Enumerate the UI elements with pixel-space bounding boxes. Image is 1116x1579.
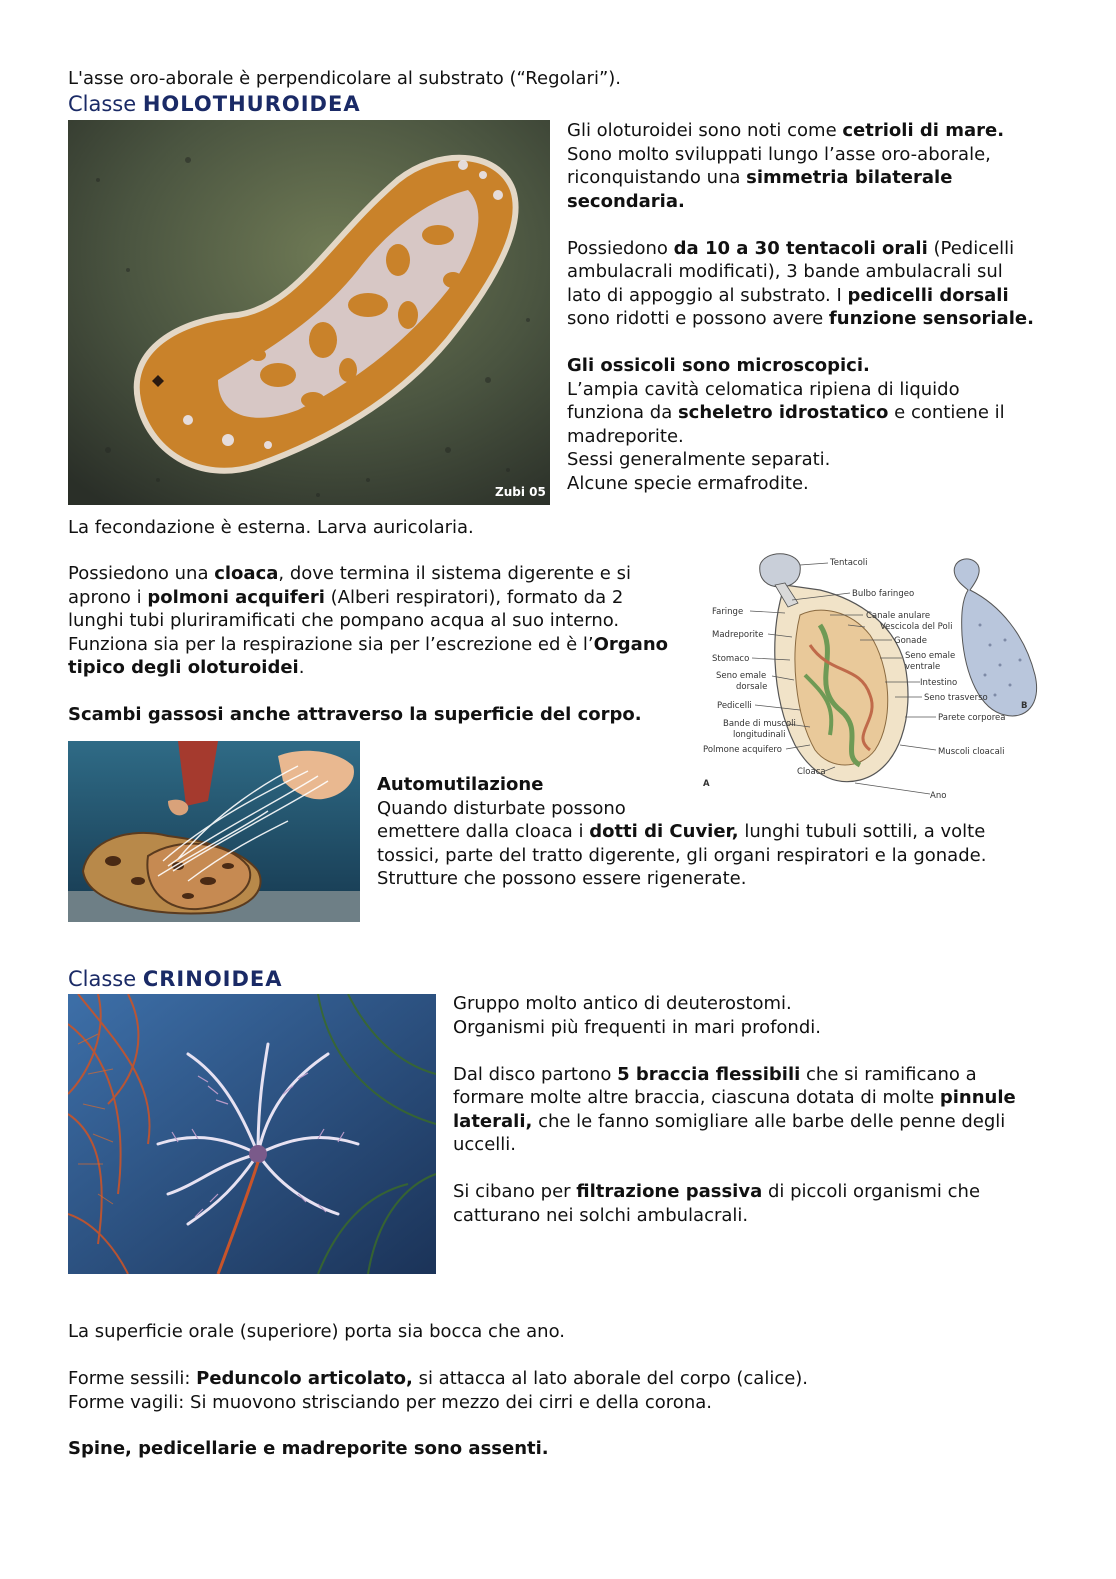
label-parete: Parete corporea [938, 713, 1006, 723]
bold-text: Peduncolo articolato, [196, 1368, 413, 1389]
text: che si ramificano a formare molte altre braccia, ciascuna dotata di molte [453, 1063, 977, 1108]
heading-name: CRINOIDEA [142, 967, 283, 991]
label-bande-1: Bande di muscoli [723, 719, 796, 729]
superficie-line: La superficie orale (superiore) porta sia bocca che ano. [68, 1321, 566, 1342]
bold-text: cetrioli di mare. [842, 120, 1005, 141]
crinoid-photo [68, 994, 436, 1274]
bold-text: Gli ossicoli sono microscopici. [567, 355, 870, 376]
cuvier-illustration [68, 741, 360, 922]
text: , dove termina il sistema digerente e si aprono i [68, 563, 631, 608]
bold-text: da 10 a 30 tentacoli orali [673, 237, 928, 259]
sea-cucumber-illustration [68, 120, 550, 505]
bold-text: dotti di Cuvier, [589, 821, 739, 842]
text: (Alberi respiratori), formato da 2 lunghi tubi pluriramificati che pompano acqua al suo interno. Funziona sia per la respirazione sia per l’escrezione ed è l’ [68, 586, 624, 655]
paragraph-filtrazione [453, 1180, 1043, 1227]
label-seno-dorsale-1: Seno emale [716, 671, 767, 681]
paragraph-braccia [453, 1063, 1043, 1157]
label-seno-trasverso: Seno trasverso [924, 693, 988, 703]
bold-text: 5 braccia flessibili [617, 1063, 801, 1085]
label-pedicelli: Pedicelli [717, 701, 752, 711]
text: Possiedono [567, 237, 674, 259]
bold-text: simmetria bilaterale secondaria. [567, 167, 953, 212]
intro-line: L'asse oro-aborale è perpendicolare al substrato (“Regolari”). [68, 68, 622, 89]
text: e contiene il madreporite. [567, 402, 1005, 447]
bold-text: funzione sensoriale. [828, 308, 1034, 329]
heading-name: HOLOTHUROIDEA [142, 92, 361, 116]
heading-prefix: Classe [68, 92, 143, 116]
text: Si cibano per [453, 1181, 577, 1202]
label-polmone: Polmone acquifero [703, 745, 782, 755]
paragraph-ossicoli [567, 354, 1042, 495]
heading-crinoidea [68, 966, 283, 992]
text: Sono molto sviluppati lungo l’asse oro-aborale, riconquistando una [567, 143, 991, 188]
crinoid-illustration [68, 994, 436, 1274]
text: emettere dalla cloaca i [377, 821, 590, 842]
text: . [298, 657, 305, 678]
label-seno-dorsale-2: dorsale [736, 682, 768, 692]
label-seno-ventrale-2: ventrale [905, 662, 941, 672]
bold-text: polmoni acquiferi [147, 586, 325, 608]
sea-cucumber-photo [68, 120, 550, 505]
label-letter-a: A [703, 779, 710, 789]
text: Possiedono una [68, 563, 215, 584]
label-faringe: Faringe [712, 607, 744, 617]
label-muscoli: Muscoli cloacali [938, 747, 1005, 757]
paragraph-tentacoli [567, 237, 1042, 331]
holothuroidea-description [567, 119, 1042, 495]
heading-holothuroidea [68, 91, 361, 117]
bold-text: scheletro idrostatico [677, 402, 889, 423]
text: Forme sessili: [68, 1368, 197, 1389]
holothurian-anatomy-diagram [700, 545, 1045, 800]
paragraph-cetrioli [567, 119, 1042, 213]
automutilazione-paragraph [377, 773, 1037, 891]
label-intestino: Intestino [920, 678, 958, 688]
label-seno-ventrale-1: Seno emale [905, 651, 956, 661]
bold-text: Organo tipico degli oloturoidei [68, 633, 668, 678]
label-vescicola: Vescicola del Poli [880, 622, 953, 632]
text: si attacca al lato aborale del corpo (calice). [412, 1368, 809, 1389]
spine-line: Spine, pedicellarie e madreporite sono assenti. [68, 1438, 549, 1459]
text: (Pedicelli ambulacrali modificati), 3 bande ambulacrali sul lato di appoggio al substrato. I [567, 237, 1015, 306]
label-tentacoli: Tentacoli [830, 558, 868, 568]
text: L’ampia cavità celomatica ripiena di liquido funziona da [567, 378, 960, 423]
heading-prefix: Classe [68, 967, 143, 991]
photo-credit: Zubi 05 [495, 485, 546, 499]
forme-paragraph [68, 1367, 1058, 1414]
text: Alcune specie ermafrodite. [567, 472, 809, 494]
text: lunghi tubuli sottili, a volte tossici, parte del tratto digerente, gli organi respiratori e la gonade. Strutture che possono essere rigenerate. [377, 821, 987, 889]
text: Sessi generalmente separati. [567, 449, 831, 470]
label-madreporite: Madreporite [712, 630, 764, 640]
label-bulbo: Bulbo faringeo [852, 589, 915, 599]
label-cloaca: Cloaca [797, 767, 826, 777]
text: che le fanno somigliare alle barbe delle penne degli uccelli. [453, 1110, 1006, 1155]
text: Forme vagili: Si muovono strisciando per mezzo dei cirri e della corona. [68, 1391, 712, 1413]
bold-text: cloaca [214, 563, 279, 584]
text: Organismi più frequenti in mari profondi. [453, 1016, 821, 1038]
label-ano: Ano [930, 791, 947, 800]
text: Gruppo molto antico di deuterostomi. [453, 993, 792, 1014]
bold-text: filtrazione passiva [576, 1181, 763, 1202]
crinoidea-description [453, 992, 1043, 1227]
text: Dal disco partono [453, 1063, 618, 1085]
text: Gli oloturoidei sono noti come [567, 120, 843, 141]
label-letter-b: B [1021, 701, 1028, 711]
text: Quando disturbate possono [377, 797, 626, 819]
automutilazione-title: Automutilazione [377, 774, 544, 795]
bold-text: pedicelli dorsali [847, 284, 1009, 306]
label-bande-2: longitudinali [733, 730, 786, 740]
fecondazione-line: La fecondazione è esterna. Larva auricolaria. [68, 517, 474, 538]
text: di piccoli organismi che catturano nei solchi ambulacrali. [453, 1181, 981, 1226]
cuvier-photo [68, 741, 360, 922]
label-canale: Canale anulare [866, 611, 931, 621]
label-gonade: Gonade [894, 636, 928, 646]
scambi-line: Scambi gassosi anche attraverso la superficie del corpo. [68, 704, 642, 725]
label-stomaco: Stomaco [712, 654, 750, 664]
bold-text: pinnule laterali, [453, 1087, 1016, 1132]
cloaca-paragraph [68, 562, 668, 680]
text: sono ridotti e possono avere [567, 308, 829, 329]
